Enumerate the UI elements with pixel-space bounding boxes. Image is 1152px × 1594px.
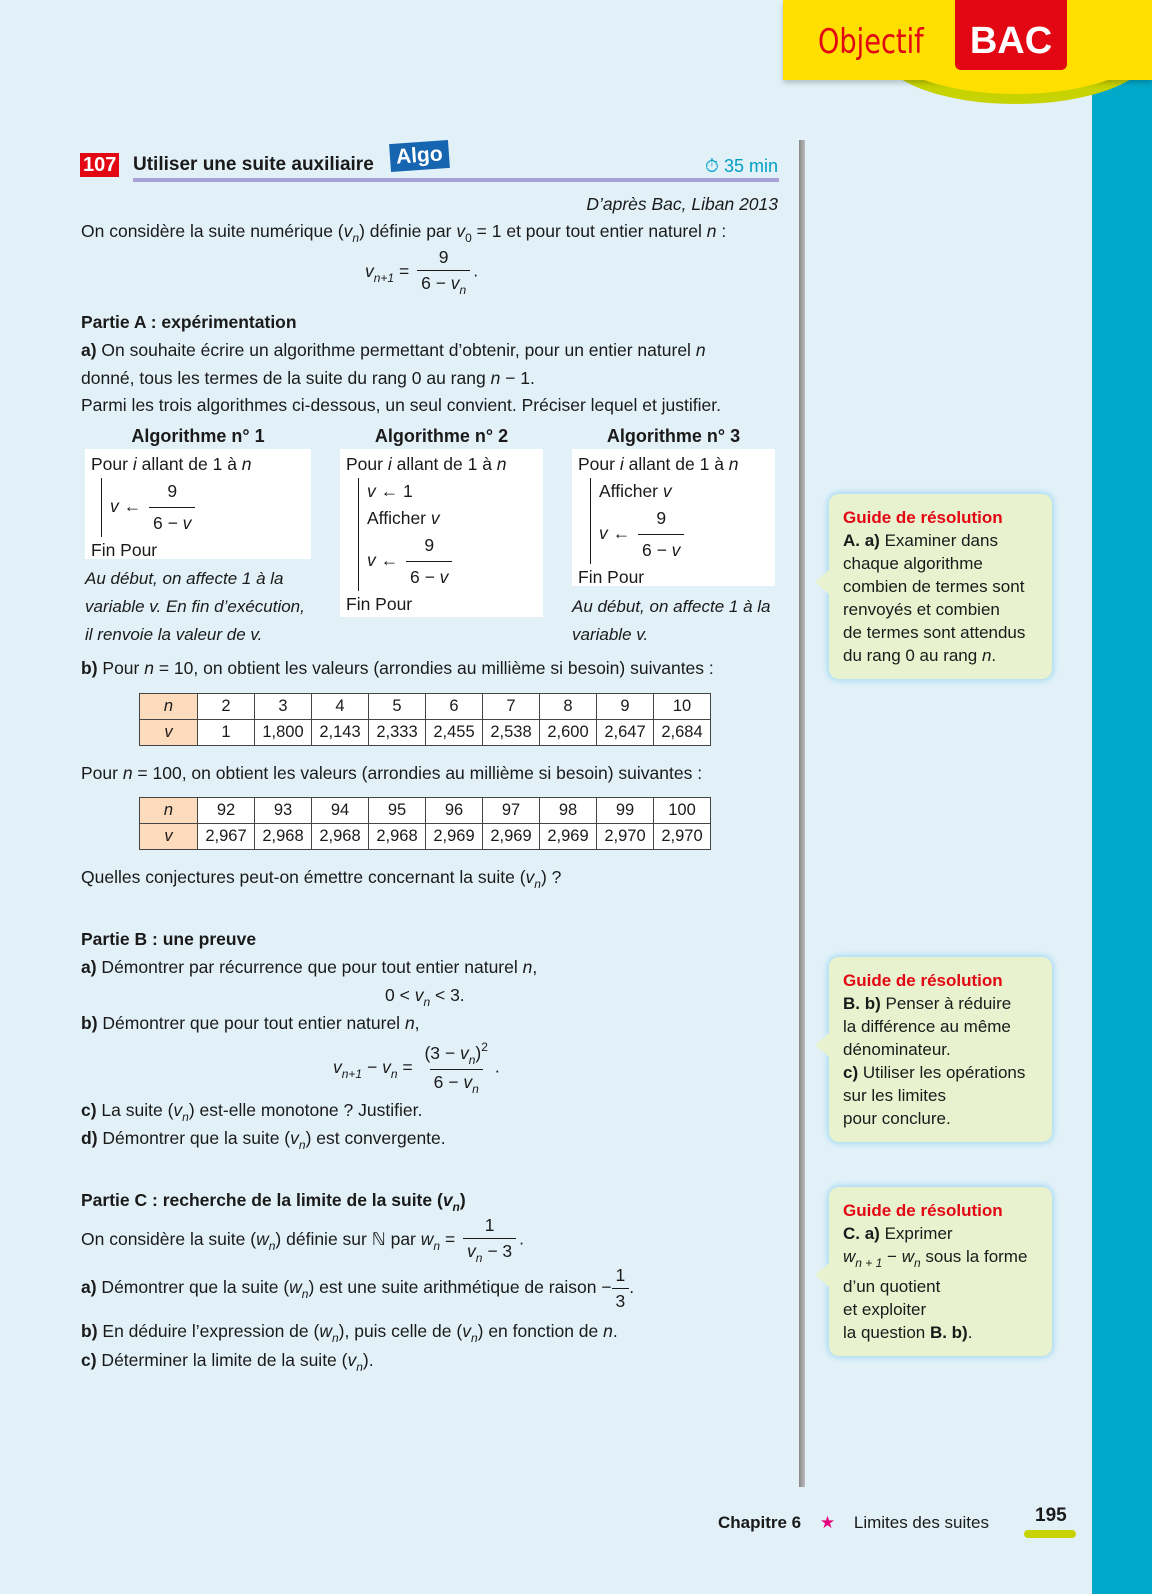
table-cell: 94 [312, 798, 369, 824]
partA-a-line2 [81, 368, 535, 389]
table-cell: 2,455 [426, 720, 483, 746]
algo3-note: Au début, on affecte 1 à la variable v. [572, 597, 771, 644]
text-segment: Pour [578, 454, 620, 474]
table-cell: 92 [198, 798, 255, 824]
partB-a [81, 957, 537, 978]
text-segment: < 3. [430, 985, 465, 1005]
text-segment: allant de 1 à [136, 454, 242, 474]
guide-line [843, 1298, 1038, 1321]
algo1-note: Au début, on affecte 1 à la variable v. En fin d’exécution, il renvoie la valeur de v. [85, 569, 305, 644]
text-segment: ) [475, 1043, 482, 1063]
text-segment: Penser à réduire [880, 994, 1012, 1013]
text-segment: B. b) [929, 1323, 968, 1342]
table-cell: 97 [483, 798, 540, 824]
text-segment: v [442, 1190, 453, 1210]
text-segment: Examiner dans [879, 531, 998, 550]
text-segment: c) [81, 1100, 97, 1120]
text-segment: v [382, 1056, 391, 1077]
text-segment: 9 [167, 481, 178, 501]
text-segment: − [882, 1247, 902, 1266]
text-segment: n [459, 283, 467, 297]
table-cell: 2,538 [483, 720, 540, 746]
text-segment: . [967, 1323, 973, 1342]
text-segment: v [599, 523, 608, 544]
text-segment: 9 [438, 247, 449, 267]
text-segment: Démontrer par récurrence que pour tout entier naturel [96, 957, 523, 977]
table-cell: 2,969 [426, 824, 483, 850]
text-segment: ← 1 [375, 481, 413, 501]
text-segment: . [629, 1277, 635, 1298]
text-segment: 9 [424, 535, 435, 555]
text-segment: 0 [465, 231, 472, 245]
table-cell: 2,333 [369, 720, 426, 746]
text-segment: On souhaite écrire un algorithme permettant d’obtenir, pour un entier naturel [96, 340, 696, 360]
guide-line [843, 992, 1038, 1015]
text-segment: b) [81, 658, 98, 678]
page-number: 195 [1035, 1505, 1067, 1526]
table-cell: 2,970 [654, 824, 711, 850]
text-segment: b) [81, 1321, 98, 1341]
text-segment: w [843, 1247, 856, 1266]
text-segment: n [522, 957, 533, 977]
footer-topic: Limites des suites [853, 1513, 989, 1532]
text-segment: donné, tous les termes de la suite du rang 0 au rang [81, 368, 491, 388]
text-segment: 9 [656, 508, 667, 528]
partC-c [81, 1350, 374, 1374]
text-segment: n [241, 454, 252, 474]
text-segment: v [467, 1241, 476, 1261]
text-segment: = [397, 1056, 418, 1077]
guide-line [843, 575, 1038, 598]
text-segment: 2 [481, 1040, 488, 1054]
text-segment: n [122, 763, 133, 783]
table-cell: 1,800 [255, 720, 312, 746]
text-segment: i [387, 454, 392, 474]
stopwatch-icon: ⏱ [704, 156, 719, 176]
text-segment: Partie C : recherche de la limite de la suite ( [81, 1190, 443, 1210]
text-segment: . [612, 1321, 618, 1341]
text-segment: c) [81, 1350, 97, 1370]
row-header: n [140, 798, 198, 824]
text-segment: n + 1 [855, 1256, 883, 1270]
partC-a [81, 1265, 634, 1312]
footer [718, 1513, 989, 1533]
bac-label: BAC [955, 0, 1067, 70]
guide-line [843, 1222, 1038, 1245]
guide-line [843, 644, 1038, 667]
text-segment: Déterminer la limite de la suite ( [96, 1350, 348, 1370]
text-segment: n [352, 231, 360, 245]
table-cell: 95 [369, 798, 426, 824]
partC-b [81, 1321, 618, 1345]
partA-a-line3 [81, 395, 721, 416]
text-segment: v [525, 867, 535, 887]
text-segment: Afficher [367, 508, 431, 528]
guide-line [843, 621, 1038, 644]
text-segment: 1 [615, 1265, 626, 1285]
partC-intro [81, 1215, 524, 1265]
guide-box-C [829, 1187, 1052, 1356]
table-cell: 2,969 [540, 824, 597, 850]
guide-line [843, 1321, 1038, 1344]
partB-b [81, 1013, 420, 1034]
table-cell: 10 [654, 694, 711, 720]
row-header: n [140, 694, 198, 720]
text-segment: v [182, 513, 192, 533]
text-segment: v [414, 985, 424, 1005]
text-segment: n [534, 877, 541, 891]
text-segment: combien de termes sont [843, 577, 1025, 596]
text-segment: : [716, 221, 727, 241]
text-segment: v [439, 567, 449, 587]
guide-title: Guide de résolution [843, 508, 1003, 527]
table-cell: 2,143 [312, 720, 369, 746]
table-cell: 2,647 [597, 720, 654, 746]
objectif-label: Objectif [818, 22, 924, 62]
partB-inequality [385, 985, 465, 1009]
text-segment: = [440, 1228, 461, 1249]
partB-d [81, 1128, 446, 1152]
text-segment: A. a) [843, 531, 880, 550]
formula-recurrence [365, 247, 478, 297]
text-segment: = 1 et pour tout entier naturel [471, 221, 707, 241]
intro [81, 221, 726, 245]
partC-title [81, 1190, 466, 1214]
text-segment: . [519, 1228, 525, 1249]
text-segment: et exploiter [843, 1300, 927, 1319]
text-segment: v [459, 1043, 469, 1063]
text-segment: v [290, 1128, 299, 1148]
text-segment: Parmi les trois algorithmes ci-dessous, un seul convient. Préciser lequel et justifier. [81, 395, 721, 415]
text-segment: Pour [97, 658, 145, 678]
text-segment: w [256, 1228, 269, 1249]
algo2-title: Algorithme n° 2 [374, 426, 509, 446]
values-table-n10 [139, 693, 711, 746]
text-segment: n+1 [341, 1066, 363, 1081]
text-segment: n [475, 1251, 483, 1265]
text-segment: la différence au même [843, 1017, 1011, 1036]
text-segment: On considère la suite ( [81, 1228, 257, 1249]
table-cell: 2,969 [483, 824, 540, 850]
text-segment: (3 − [424, 1043, 460, 1063]
margin-divider [799, 140, 805, 1487]
footer-chapter: Chapitre 6 [718, 1513, 802, 1532]
text-segment: ) [459, 1190, 466, 1210]
text-segment: Pour [81, 763, 123, 783]
text-segment: v [173, 1100, 183, 1120]
partB-c [81, 1100, 422, 1124]
text-segment: C. a) [843, 1224, 880, 1243]
text-segment: Démontrer que pour tout entier naturel [97, 1013, 405, 1033]
algo-badge: Algo [389, 140, 449, 172]
text-segment: sur les limites [843, 1086, 946, 1105]
text-segment: ) définie par [359, 221, 457, 241]
table-row [140, 694, 711, 720]
text-segment: ← [607, 523, 635, 544]
partB-formula [333, 1040, 500, 1096]
text-segment: n [331, 1331, 339, 1345]
text-segment: − 3 [482, 1241, 513, 1261]
exercise-title: Utiliser une suite auxiliaire [133, 154, 374, 175]
table-cell: 2,968 [312, 824, 369, 850]
guide-box-B [829, 957, 1052, 1142]
partB-title: Partie B : une preuve [81, 929, 257, 949]
algo1-box: Pour i allant de 1 à n v ← $\frac{9}{6 - v}$ Fin Pour [85, 449, 311, 559]
text-segment: v [430, 508, 440, 528]
text-segment: 6 − [433, 1072, 464, 1092]
text-segment: v [367, 481, 376, 501]
page-number-underline [1024, 1530, 1076, 1538]
text-segment: 3 [615, 1291, 626, 1311]
text-segment: On considère la suite numérique ( [81, 221, 344, 241]
text-segment: 6 − [421, 273, 451, 293]
algo3-title: Algorithme n° 3 [606, 426, 741, 446]
text-segment: , [532, 957, 538, 977]
table-cell: 8 [540, 694, 597, 720]
text-segment: v [367, 550, 376, 571]
values-table-n100 [139, 797, 711, 850]
duration [705, 156, 778, 177]
text-segment: n [298, 1138, 306, 1152]
text-segment: v [662, 481, 672, 501]
partA-a-line1 [81, 340, 706, 361]
duration-text: 35 min [723, 156, 778, 176]
text-segment: renvoyés et combien [843, 600, 1000, 619]
text-segment: n [404, 1013, 415, 1033]
text-segment: v [365, 260, 374, 281]
text-segment: n [490, 368, 501, 388]
text-segment: En déduire l’expression de ( [97, 1321, 320, 1341]
text-segment: Pour [346, 454, 388, 474]
text-segment: ← [118, 496, 146, 517]
text-segment: ), puis celle de ( [338, 1321, 463, 1341]
side-band [1092, 70, 1152, 1594]
text-segment: = [394, 260, 415, 281]
text-segment: − 1. [500, 368, 535, 388]
text-segment: n [470, 1331, 478, 1345]
text-segment: v [463, 1072, 473, 1092]
table-cell: 99 [597, 798, 654, 824]
text-segment: . [494, 1056, 500, 1077]
text-segment: n [981, 646, 992, 665]
exercise-number: 107 [80, 153, 119, 177]
text-segment: n [144, 658, 154, 678]
source: D’après Bac, Liban 2013 [586, 194, 778, 214]
text-segment: Démontrer que la suite ( [97, 1128, 291, 1148]
text-segment: i [132, 454, 137, 474]
text-segment: ) en fonction de [477, 1321, 604, 1341]
table-row [140, 824, 711, 850]
text-segment: v [343, 221, 353, 241]
text-segment: c) [843, 1063, 859, 1082]
text-segment: n [706, 221, 717, 241]
text-segment: = 10, on obtient les valeurs (arrondies au millième si besoin) suivantes : [153, 658, 714, 678]
guide-line [843, 1061, 1038, 1084]
text-segment: a) [81, 1277, 97, 1298]
text-segment: v [450, 273, 460, 293]
text-segment: n [913, 1256, 921, 1270]
text-segment: . [473, 260, 479, 281]
guide-line [843, 1084, 1038, 1107]
guide-line [843, 552, 1038, 575]
algo2-box: Pour i allant de 1 à n v ← 1 Afficher v v ← $\frac{9}{6 - v}$ Fin Pour [340, 449, 543, 617]
text-segment: allant de 1 à [623, 454, 729, 474]
text-segment: n [433, 1238, 441, 1253]
text-segment: Pour [91, 454, 133, 474]
text-segment: ) définie sur ℕ par [275, 1228, 421, 1249]
table-cell: 98 [540, 798, 597, 824]
table-cell: 2,600 [540, 720, 597, 746]
row-header: v [140, 720, 198, 746]
text-segment: − [362, 1056, 383, 1077]
text-segment: v [347, 1350, 357, 1370]
text-segment: a) [81, 340, 97, 360]
guide-title: Guide de résolution [843, 971, 1003, 990]
text-segment: n [728, 454, 739, 474]
algo1-title: Algorithme n° 1 [131, 426, 265, 446]
text-segment: . [991, 646, 997, 665]
text-segment: 6 − [641, 540, 672, 560]
table-cell: 100 [654, 798, 711, 824]
table-cell: 1 [198, 720, 255, 746]
table-cell: 96 [426, 798, 483, 824]
text-segment: ) est convergente. [305, 1128, 446, 1148]
text-segment: ). [362, 1350, 374, 1370]
guide-line [843, 1038, 1038, 1061]
text-segment: v [671, 540, 681, 560]
text-segment: v [333, 1056, 342, 1077]
text-segment: n [423, 995, 431, 1009]
text-segment: = 100, on obtient les valeurs (arrondies au millième si besoin) suivantes : [132, 763, 703, 783]
table-cell: 5 [369, 694, 426, 720]
text-segment: ) ? [540, 867, 562, 887]
text-segment: n [496, 454, 507, 474]
text-segment: ) est-elle monotone ? Justifier. [188, 1100, 423, 1120]
text-segment: 6 − [409, 567, 440, 587]
partA-b-line2 [81, 763, 702, 784]
text-segment: 1 [484, 1215, 495, 1235]
text-segment: Afficher [599, 481, 663, 501]
text-segment: w [901, 1247, 914, 1266]
text-segment: n [603, 1321, 613, 1341]
text-segment: d) [81, 1128, 98, 1148]
table-cell: 9 [597, 694, 654, 720]
text-segment: w [319, 1321, 332, 1341]
text-segment: v [110, 496, 119, 517]
text-segment: allant de 1 à [391, 454, 497, 474]
table-cell: 2,684 [654, 720, 711, 746]
table-cell: 2,967 [198, 824, 255, 850]
table-cell: 4 [312, 694, 369, 720]
text-segment: n [468, 1053, 476, 1067]
text-segment: b) [81, 1013, 98, 1033]
text-segment: n [268, 1238, 276, 1253]
table-cell: 3 [255, 694, 312, 720]
text-segment: n [356, 1360, 363, 1374]
text-segment: v [462, 1321, 471, 1341]
text-segment: d’un quotient [843, 1277, 941, 1296]
title-rule [133, 178, 779, 182]
partA-conjecture [81, 867, 561, 891]
text-segment: la question [843, 1323, 930, 1342]
text-segment: de termes sont attendus [843, 623, 1026, 642]
text-segment: w [420, 1228, 434, 1249]
text-segment: n [472, 1082, 479, 1096]
guide-line [843, 598, 1038, 621]
guide-box-A [829, 494, 1052, 679]
guide-line [843, 1275, 1038, 1298]
text-segment: du rang 0 au rang [843, 646, 982, 665]
text-segment: a) [81, 957, 97, 977]
text-segment: 0 < [385, 985, 415, 1005]
text-segment: dénominateur. [843, 1040, 951, 1059]
text-segment: n [301, 1287, 309, 1302]
guide-line [843, 1245, 1038, 1275]
text-segment: Quelles conjectures peut-on émettre concernant la suite ( [81, 867, 526, 887]
guide-title: Guide de résolution [843, 1201, 1003, 1220]
text-segment: n [390, 1066, 398, 1081]
table-row [140, 720, 711, 746]
table-cell: 6 [426, 694, 483, 720]
text-segment: 6 − [152, 513, 183, 533]
text-segment: n [695, 340, 706, 360]
row-header: v [140, 824, 198, 850]
text-segment: La suite ( [96, 1100, 174, 1120]
text-segment: B. b) [843, 994, 881, 1013]
table-cell: 2,970 [597, 824, 654, 850]
text-segment: Utiliser les opérations [858, 1063, 1026, 1082]
star-icon: ★ [819, 1513, 836, 1532]
text-segment: ) est une suite arithmétique de raison − [308, 1277, 612, 1298]
text-segment: v [456, 221, 466, 241]
text-segment: sous la forme [920, 1247, 1028, 1266]
text-segment: Exprimer [879, 1224, 953, 1243]
text-segment: n [452, 1200, 460, 1214]
text-segment: w [289, 1277, 302, 1298]
text-segment: n [182, 1110, 189, 1124]
partA-title: Partie A : expérimentation [81, 312, 297, 332]
text-segment: , [414, 1013, 420, 1033]
table-cell: 93 [255, 798, 312, 824]
partA-b-line [81, 658, 714, 679]
table-cell: 2,968 [255, 824, 312, 850]
table-cell: 2 [198, 694, 255, 720]
algo3-box: Pour i allant de 1 à n Afficher v v ← $\frac{9}{6 - v}$ Fin Pour [572, 449, 775, 586]
text-segment: Démontrer que la suite ( [96, 1277, 290, 1298]
guide-line [843, 1015, 1038, 1038]
guide-line [843, 1107, 1038, 1130]
text-segment: pour conclure. [843, 1109, 951, 1128]
table-cell: 2,968 [369, 824, 426, 850]
guide-line [843, 529, 1038, 552]
table-cell: 7 [483, 694, 540, 720]
text-segment: ← [375, 550, 403, 571]
text-segment: n+1 [373, 270, 395, 285]
text-segment: chaque algorithme [843, 554, 983, 573]
text-segment: i [619, 454, 624, 474]
table-row [140, 798, 711, 824]
